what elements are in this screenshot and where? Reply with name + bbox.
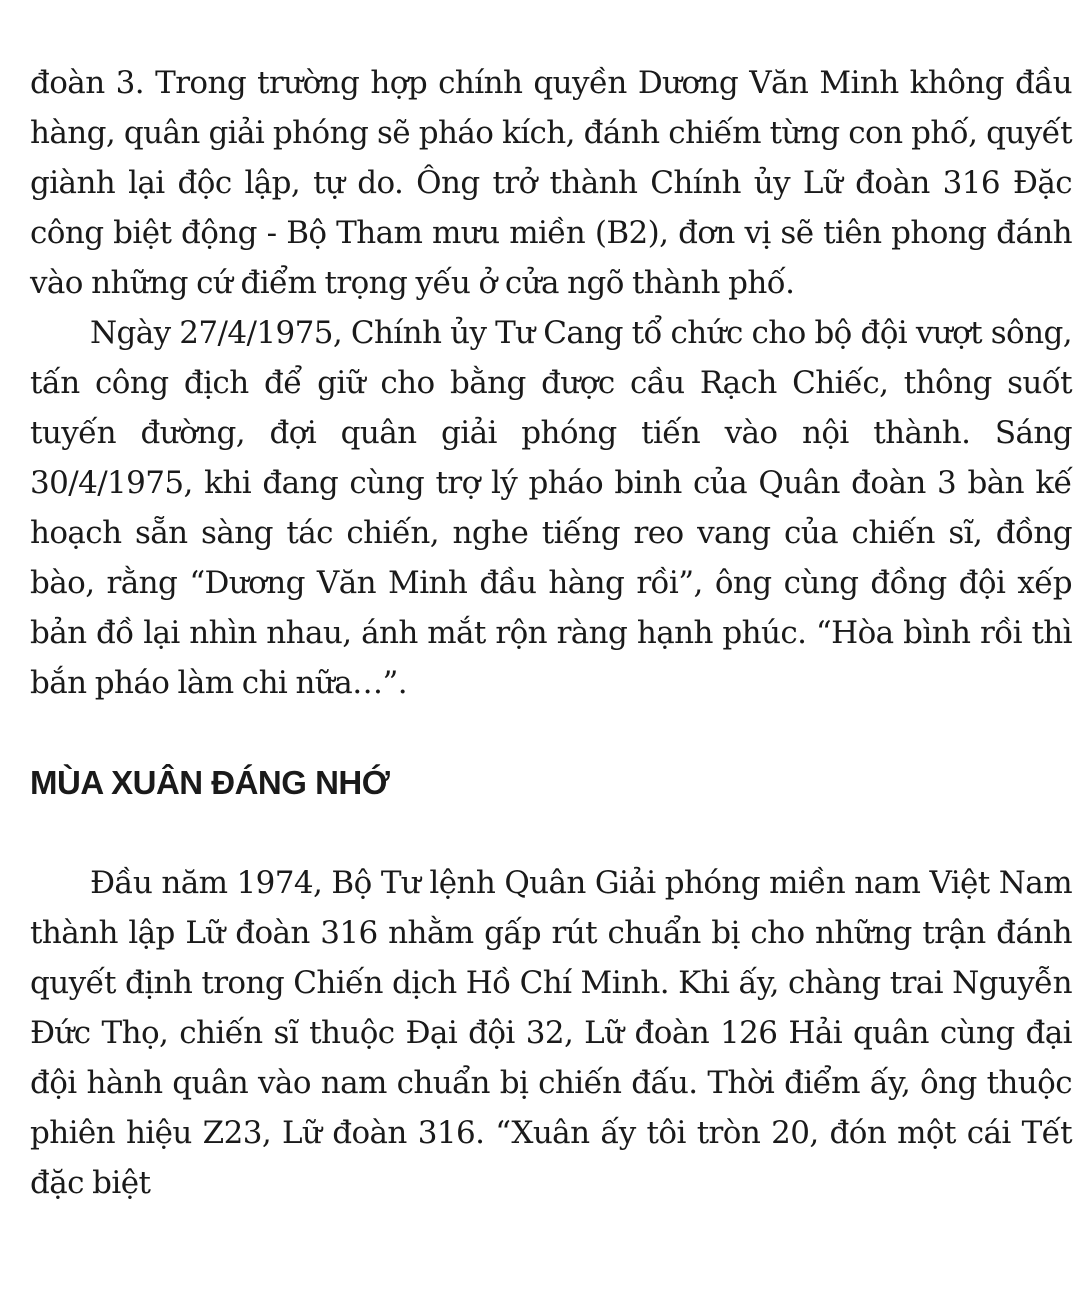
section-spacer — [30, 808, 1072, 858]
paragraph-1: đoàn 3. Trong trường hợp chính quyền Dương Văn Minh không đầu hàng, quân giải phóng sẽ pháo kích, đánh chiếm từng con phố, quyết giành lại độc lập, tự do. Ông trở thành Chính ủy Lữ đoàn 316 Đặc công biệt động - Bộ Tham mưu miền (B2), đơn vị sẽ tiên phong đánh vào những cứ điểm trọng yếu ở cửa ngõ thành phố. — [30, 65, 1072, 301]
section-spacer — [30, 708, 1072, 758]
article-page — [30, 58, 1072, 1208]
paragraph-3: Đầu năm 1974, Bộ Tư lệnh Quân Giải phóng miền nam Việt Nam thành lập Lữ đoàn 316 nhằm gấp rút chuẩn bị cho những trận đánh quyết định trong Chiến dịch Hồ Chí Minh. Khi ấy, chàng trai Nguyễn Đức Thọ, chiến sĩ thuộc Đại đội 32, Lữ đoàn 126 Hải quân cùng đại đội hành quân vào nam chuẩn bị chiến đấu. Thời điểm ấy, ông thuộc phiên hiệu Z23, Lữ đoàn 316. “Xuân ấy tôi tròn 20, đón một cái Tết đặc biệt — [30, 865, 1072, 1201]
paragraph-2: Ngày 27/4/1975, Chính ủy Tư Cang tổ chức cho bộ đội vượt sông, tấn công địch để giữ cho bằng được cầu Rạch Chiếc, thông suốt tuyến đường, đợi quân giải phóng tiến vào nội thành. Sáng 30/4/1975, khi đang cùng trợ lý pháo binh của Quân đoàn 3 bàn kế hoạch sẵn sàng tác chiến, nghe tiếng reo vang của chiến sĩ, đồng bào, rằng “Dương Văn Minh đầu hàng rồi”, ông cùng đồng đội xếp bản đồ lại nhìn nhau, ánh mắt rộn ràng hạnh phúc. “Hòa bình rồi thì bắn pháo làm chi nữa…”. — [30, 315, 1072, 701]
section-heading: MÙA XUÂN ĐÁNG NHỚ — [30, 764, 390, 801]
